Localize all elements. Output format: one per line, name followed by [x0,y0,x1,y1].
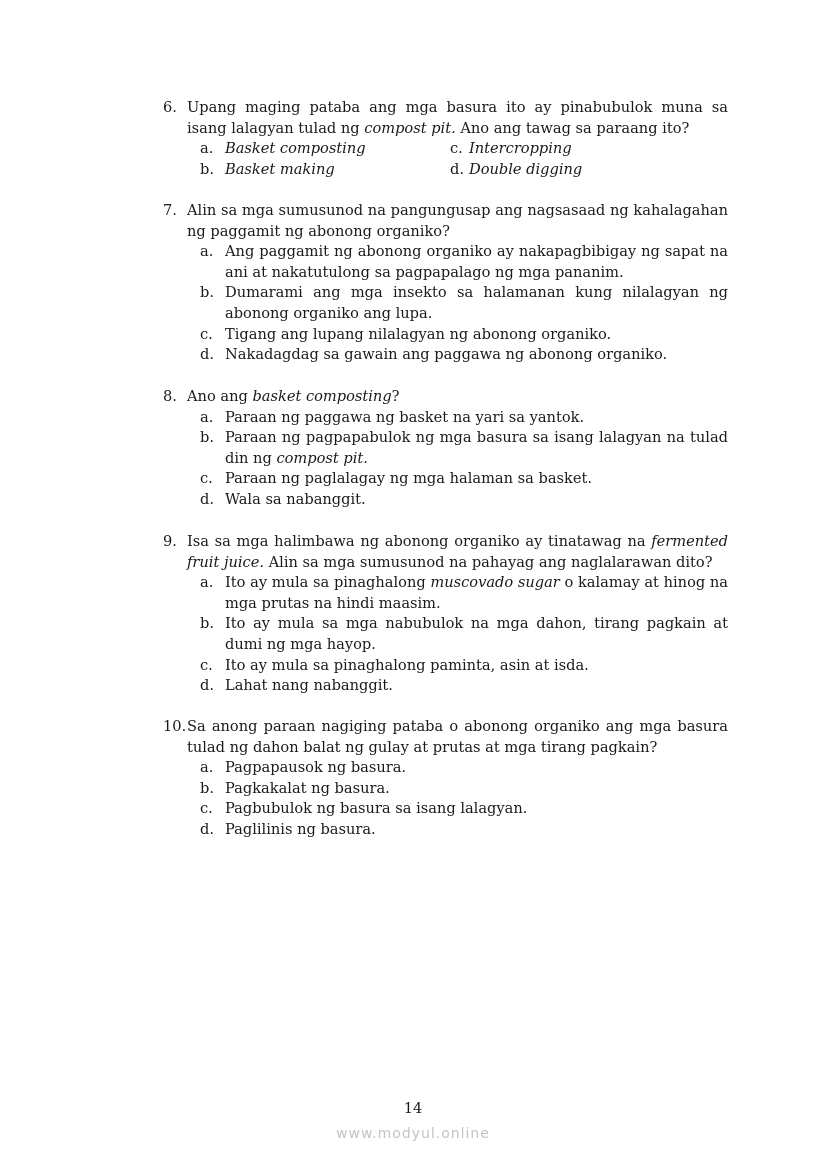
option-text-italic: compost pit. [276,449,368,467]
option-letter: d. [200,346,214,364]
question-text-part: Isa sa mga halimbawa ng abonong organiko ay tinatawag na [187,533,652,550]
question-6 [163,98,728,180]
question-text-italic: fermented fruit juice. [187,533,728,571]
option-letter: a. [200,243,214,261]
question-9 [163,532,728,697]
option-d [200,345,728,366]
option-letter: d. [200,677,214,695]
option-text: Pagbubulok ng basura sa isang lalagyan. [225,800,528,818]
option-text: Pagkakalat ng basura. [225,779,390,797]
option-c [200,469,728,490]
option-b [200,160,450,181]
question-text-part: Ano ang tawag sa paraang ito? [455,119,690,137]
option-c [200,325,728,346]
option-letter: a. [200,574,214,592]
question-text: Sa anong paraan nagiging pataba o abonong organiko ang mga basura tulad ng dahon balat ng gulay at prutas at mga tirang pagkain? [187,718,728,756]
option-letter: c. [200,470,213,488]
option-text: Lahat nang nabanggit. [225,677,393,695]
question-number: 8. [163,388,177,405]
option-text: Intercropping [469,140,572,158]
option-letter: b. [200,779,214,797]
question-text-part: ? [391,388,400,405]
option-a [200,242,728,283]
option-a [200,139,450,160]
option-letter: b. [200,284,214,302]
option-text: Ito ay mula sa mga nabubulok na mga dahon, tirang pagkain at dumi ng mga hayop. [225,615,728,653]
option-letter: d. [450,160,464,178]
option-text-part: Paraan ng pagpapabulok ng mga basura sa isang lalagyan na tulad din ng [225,429,728,467]
option-text [225,428,728,469]
question-text-italic: compost pit. [364,119,456,137]
options-row [200,139,728,160]
option-d [200,820,728,841]
option-text: Pagpapausok ng basura. [225,759,407,777]
option-letter: a. [200,140,214,158]
option-d [200,676,728,697]
option-text [225,573,728,614]
option-letter: c. [450,140,463,158]
question-text [187,532,728,573]
option-a [200,758,728,779]
option-text: Ang paggamit ng abonong organiko ay nakapagbibigay ng sapat na ani at nakatutulong sa pagpapalago ng mga pananim. [225,243,728,281]
option-text: Paraan ng paggawa ng basket na yari sa yantok. [225,408,585,426]
watermark: www.modyul.online [336,1126,490,1142]
option-letter: b. [200,615,214,633]
question-text [187,387,728,408]
question-text-italic: basket composting [252,388,392,405]
question-8 [163,387,728,511]
option-b [200,428,728,469]
question-text-part: Upang maging pataba ang mga basura ito ay pinabubulok muna sa isang lalagyan tulad ng [187,99,728,137]
option-letter: d. [200,820,214,838]
option-c [200,656,728,677]
option-letter: c. [200,325,213,343]
question-10 [163,717,728,841]
option-letter: b. [200,160,214,178]
option-a [200,573,728,614]
page-number: 14 [403,1100,423,1117]
option-letter: a. [200,408,214,426]
option-letter: c. [200,800,213,818]
question-number: 7. [163,202,177,219]
question-number: 9. [163,533,177,550]
option-text: Dumarami ang mga insekto sa halamanan kung nilalagyan ng abonong organiko ang lupa. [225,284,728,322]
option-c [450,139,572,160]
option-text: Basket composting [225,140,366,158]
option-text-part: o kalamay at hinog na mga prutas na hindi maasim. [225,574,728,612]
question-text-part: Ano ang [187,388,253,405]
option-text: Tigang ang lupang nilalagyan ng abonong organiko. [225,325,612,343]
option-text: Basket making [225,160,335,178]
question-number: 6. [163,99,177,116]
option-a [200,408,728,429]
option-letter: d. [200,490,214,508]
option-text: Paglilinis ng basura. [225,820,376,838]
option-d [450,160,582,181]
option-letter: b. [200,429,214,447]
option-text: Ito ay mula sa pinaghalong paminta, asin at isda. [225,656,589,674]
option-b [200,779,728,800]
option-text: Wala sa nabanggit. [225,490,366,508]
question-text [187,98,728,139]
option-c [200,799,728,820]
option-letter: a. [200,759,214,777]
option-b [200,614,728,655]
question-text: Alin sa mga sumusunod na pangungusap ang nagsasaad ng kahalagahan ng paggamit ng abonong organiko? [187,202,728,240]
option-text-italic: muscovado sugar [430,574,560,592]
question-text-part: Alin sa mga sumusunod na pahayag ang naglalarawan dito? [264,553,713,571]
option-text: Paraan ng paglalagay ng mga halaman sa basket. [225,470,592,488]
option-b [200,283,728,324]
option-text: Double digging [469,160,583,178]
option-d [200,490,728,511]
option-letter: c. [200,656,213,674]
question-number: 10. [163,718,187,735]
options-row [200,160,728,181]
question-7 [163,201,728,366]
option-text-part: Ito ay mula sa pinaghalong [225,574,431,592]
option-text: Nakadagdag sa gawain ang paggawa ng abonong organiko. [225,346,668,364]
